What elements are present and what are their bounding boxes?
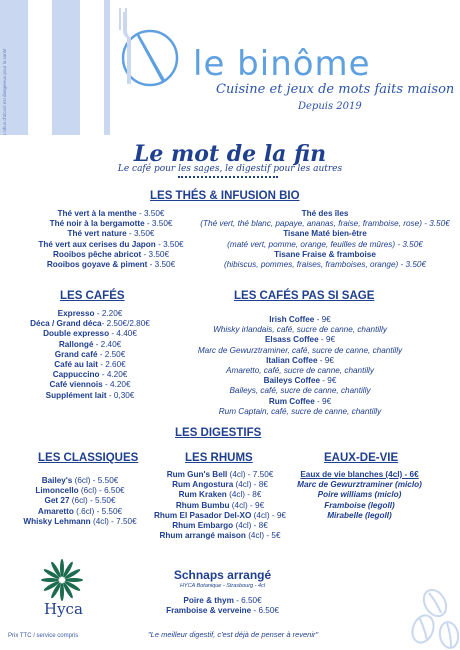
- menu-title: Le mot de la fin: [133, 141, 327, 167]
- list-item: Whisky Lehmann (4cl) - 7.50€: [23, 516, 137, 526]
- list-item: Double expresso - 4.40€: [43, 329, 137, 339]
- list-item-desc: Marc de Gewurztraminer, café, sucre de canne, chantilly: [197, 345, 403, 355]
- teas-heading: LES THÉS & INFUSION BIO: [150, 190, 300, 202]
- schnaps-subtitle: HYCA Botanique - Strasbourg - 4cl: [179, 583, 266, 589]
- list-item: Poire & thym - 6.50€: [183, 596, 262, 605]
- cafes-pas-sage-list: [190, 315, 410, 417]
- list-item: Café viennois - 4.20€: [49, 380, 131, 390]
- plate-cutlery-logo-icon: [117, 6, 179, 90]
- list-item: Irish Coffee - 9€: [269, 315, 331, 324]
- list-item: Tisane Fraise & framboise: [274, 249, 376, 259]
- eaux-de-vie-heading: EAUX-DE-VIE: [324, 452, 399, 464]
- list-item: Rum Coffee - 9€: [268, 396, 332, 406]
- list-item: Thé vert aux cerises du Japon - 3.50€: [38, 239, 184, 249]
- list-item: Framboise & verveine - 6.50€: [166, 606, 279, 616]
- list-item-desc: Baileys, café, sucre de canne, chantilly: [229, 386, 371, 396]
- list-item: Italian Coffee - 9€: [266, 355, 334, 365]
- list-item: Poire williams (miclo): [317, 490, 402, 500]
- list-item-desc: Rum Captain, café, sucre de canne, chantilly: [218, 406, 382, 416]
- list-item-desc: Amaretto, café, sucre de canne, chantilly: [226, 366, 374, 376]
- coffee-beans-icon: [405, 585, 460, 650]
- list-item: Rum Kraken (4cl) - 8€: [178, 490, 262, 500]
- list-item-desc: (maté vert, pomme, orange, feuilles de mûres) - 3.50€: [227, 239, 423, 249]
- list-item: Thé noir à la bergamotte - 3.50€: [49, 219, 173, 229]
- list-item: Rhum Bumbu (4cl) - 9€: [175, 500, 265, 510]
- list-item: Rum Gun's Bell (4cl) - 7.50€: [166, 470, 274, 479]
- cafes-heading: LES CAFÉS: [60, 290, 125, 302]
- rhums-heading: LES RHUMS: [185, 452, 253, 464]
- dotted-divider: [178, 176, 278, 178]
- list-item: Expresso - 2.20€: [57, 309, 123, 318]
- list-item: Rhum Embargo (4cl) - 8€: [172, 521, 268, 531]
- cafes-pas-sage-heading: LES CAFÉS PAS SI SAGE: [234, 290, 375, 302]
- schnaps-list: [150, 596, 295, 616]
- menu-subtitle: Le café pour les sages, le digestif pour les autres: [117, 164, 343, 174]
- list-item: Rhum arrangé maison (4cl) - 5€: [159, 531, 281, 541]
- list-item: Bailey's (6cl) - 5.50€: [41, 476, 119, 485]
- list-item: Eaux de vie blanches (4cl) - 6€: [300, 470, 419, 479]
- list-item: Rum Angostura (4cl) - 8€: [172, 480, 268, 490]
- list-item: Baileys Coffee - 9€: [263, 376, 337, 386]
- list-item: Thé des îles: [301, 209, 349, 218]
- digestifs-heading: LES DIGESTIFS: [175, 427, 262, 439]
- classiques-list: [10, 476, 150, 527]
- list-item: Thé vert à la menthe - 3.50€: [57, 209, 165, 218]
- list-item: Amaretto (.6cl) - 5.50€: [37, 506, 123, 516]
- rhums-list: [150, 470, 290, 541]
- list-item: Cappuccino - 4.20€: [52, 370, 128, 380]
- schnaps-heading: Schnaps arrangé: [173, 568, 272, 582]
- list-item: Rooibos pêche abricot - 3.50€: [52, 249, 170, 259]
- hyca-leaf-logo-icon: [40, 558, 84, 602]
- list-item: Tisane Maté bien-être: [283, 229, 367, 239]
- list-item-desc: (hibiscus, pommes, fraises, framboises, orange) - 3.50€: [223, 260, 427, 270]
- list-item: Mirabelle (legoll): [327, 510, 392, 520]
- eaux-de-vie-list: [292, 470, 427, 521]
- health-warning: L'abus d'alcool est dangereux pour la santé: [2, 48, 7, 135]
- since-year: Depuis 2019: [298, 101, 362, 112]
- list-item: Café au lait - 2.60€: [54, 360, 126, 370]
- teas-right-list: [200, 209, 450, 270]
- list-item: Rallongé - 2.40€: [58, 339, 122, 349]
- list-item: Déca / Grand déca- 2.50€/2.80€: [30, 319, 150, 329]
- list-item: Supplément lait - 0,30€: [45, 390, 135, 400]
- hyca-logo-text: Hyca: [44, 600, 83, 618]
- footer-quote: "Le meilleur digestif, c'est déjà de penser à revenir": [148, 630, 319, 639]
- list-item: Grand café - 2.50€: [54, 349, 126, 359]
- list-item: Rhum El Pasador Del-XO (4cl) - 9€: [154, 510, 286, 520]
- tagline: Cuisine et jeux de mots faits maison: [216, 82, 455, 97]
- cafes-list: [10, 309, 170, 401]
- list-item: Elsass Coffee - 9€: [264, 335, 336, 345]
- list-item: Marc de Gewurztraminer (miclo): [297, 480, 422, 490]
- brand-name: le binôme: [193, 44, 371, 84]
- list-item: Rooibos goyave & piment - 3.50€: [46, 260, 176, 270]
- list-item-desc: Whisky irlandais, café, sucre de canne, chantilly: [213, 325, 387, 335]
- classiques-heading: LES CLASSIQUES: [38, 452, 139, 464]
- list-item: Thé vert nature - 3.50€: [67, 229, 155, 239]
- price-note: Prix TTC / service compris: [8, 633, 79, 639]
- list-item: Limoncello (6cl) - 6.50€: [35, 486, 125, 496]
- teas-left-list: [16, 209, 206, 270]
- list-item: Framboise (legoll): [324, 500, 395, 510]
- list-item-desc: (Thé vert, thé blanc, papaye, ananas, fraise, framboise, rose) - 3.50€: [200, 219, 450, 229]
- list-item: Get 27 (6cl) - 5.50€: [44, 496, 116, 506]
